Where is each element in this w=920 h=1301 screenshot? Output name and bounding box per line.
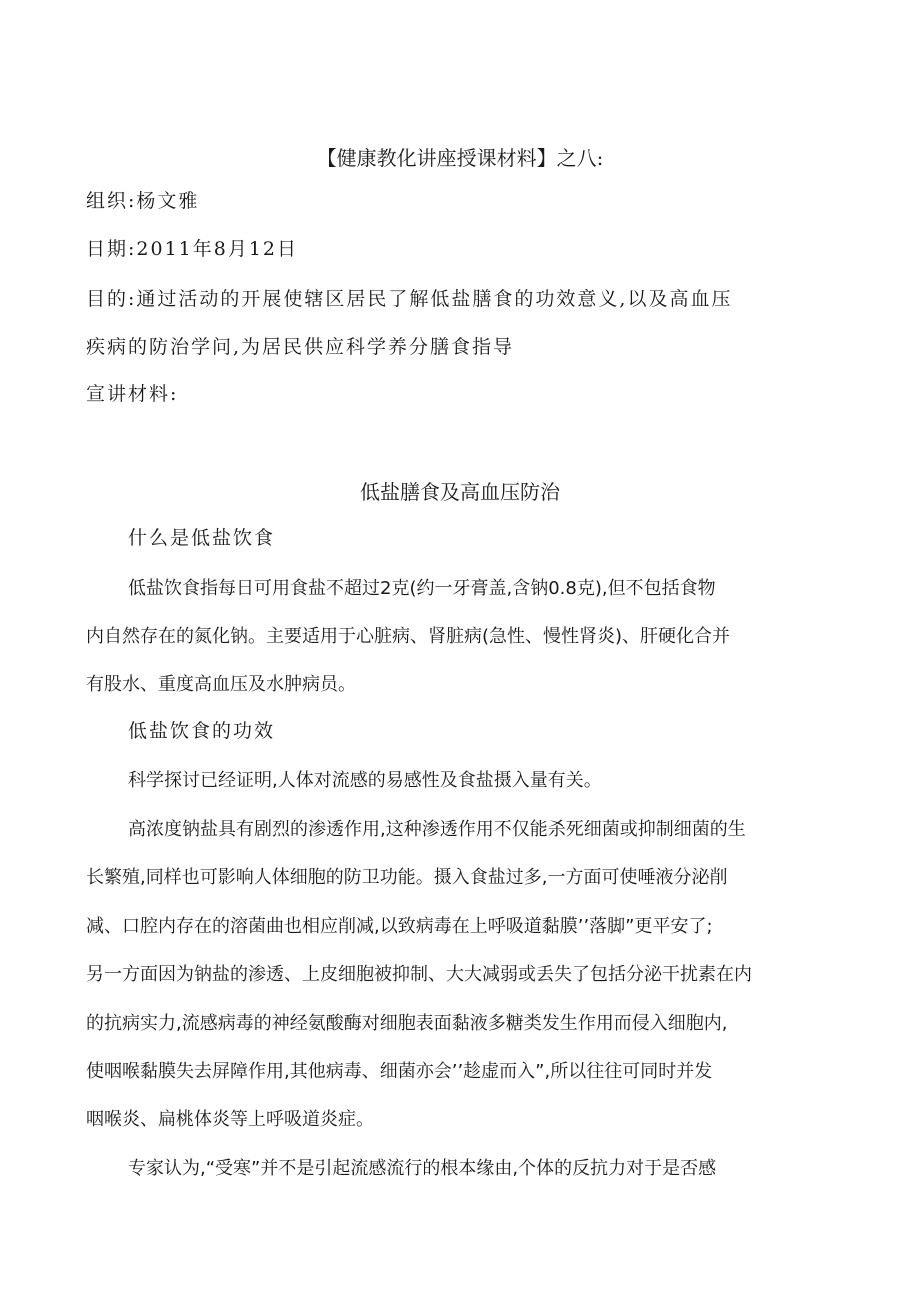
paragraph-line: 的抗病实力,流感病毒的神经氨酸酶对细胞表面黏液多糖类发生作用而侵入细胞内, xyxy=(86,1013,728,1034)
paragraph-line: 专家认为,“受寒”并不是引起流感流行的根本缘由,个体的反抗力对于是否感 xyxy=(128,1158,717,1179)
organizer-line: 组织:杨文雅 xyxy=(86,190,200,212)
paragraph-line: 低盐饮食指每日可用食盐不超过2克(约一牙膏盖,含钠0.8克),但不包括食物 xyxy=(128,578,716,599)
date-line: 日期:2011年8月12日 xyxy=(86,238,299,260)
paragraph-line: 咽喉炎、扁桃体炎等上呼吸道炎症。 xyxy=(86,1109,374,1130)
materials-label: 宣讲材料: xyxy=(86,383,179,405)
purpose-line-2: 疾病的防治学问,为居民供应科学养分膳食指导 xyxy=(86,336,515,358)
section-heading: 低盐饮食的功效 xyxy=(128,720,276,742)
paragraph-line: 内自然存在的氮化钠。主要适用于心脏病、肾脏病(急性、慢性肾炎)、肝硬化合并 xyxy=(86,626,731,647)
paragraph-line: 高浓度钠盐具有剧烈的渗透作用,这种渗透作用不仅能杀死细菌或抑制细菌的生 xyxy=(128,819,746,840)
series-title: 【健康教化讲座授课材料】之八: xyxy=(316,146,604,170)
paragraph-line: 减、口腔内存在的溶菌曲也相应削减,以致病毒在上呼吸道黏膜’’落脚”更平安了; xyxy=(86,916,713,937)
article-title: 低盐膳食及高血压防治 xyxy=(360,480,560,504)
purpose-line-1: 目的:通过活动的开展使辖区居民了解低盐膳食的功效意义,以及高血压 xyxy=(86,288,733,310)
paragraph-line: 使咽喉黏膜失去屏障作用,其他病毒、细菌亦会’’趁虚而入”,所以往往可同时并发 xyxy=(86,1061,713,1082)
paragraph-line: 有股水、重度高血压及水肿病员。 xyxy=(86,674,356,695)
paragraph-line: 长繁殖,同样也可影响人体细胞的防卫功能。摄入食盐过多,一方面可使唾液分泌削 xyxy=(86,867,728,888)
section-heading: 什么是低盐饮食 xyxy=(128,527,276,549)
paragraph-line: 另一方面因为钠盐的渗透、上皮细胞被抑制、大大减弱或丢失了包括分泌干扰素在内 xyxy=(86,964,752,985)
paragraph-line: 科学探讨已经证明,人体对流感的易感性及食盐摄入量有关。 xyxy=(128,770,602,791)
